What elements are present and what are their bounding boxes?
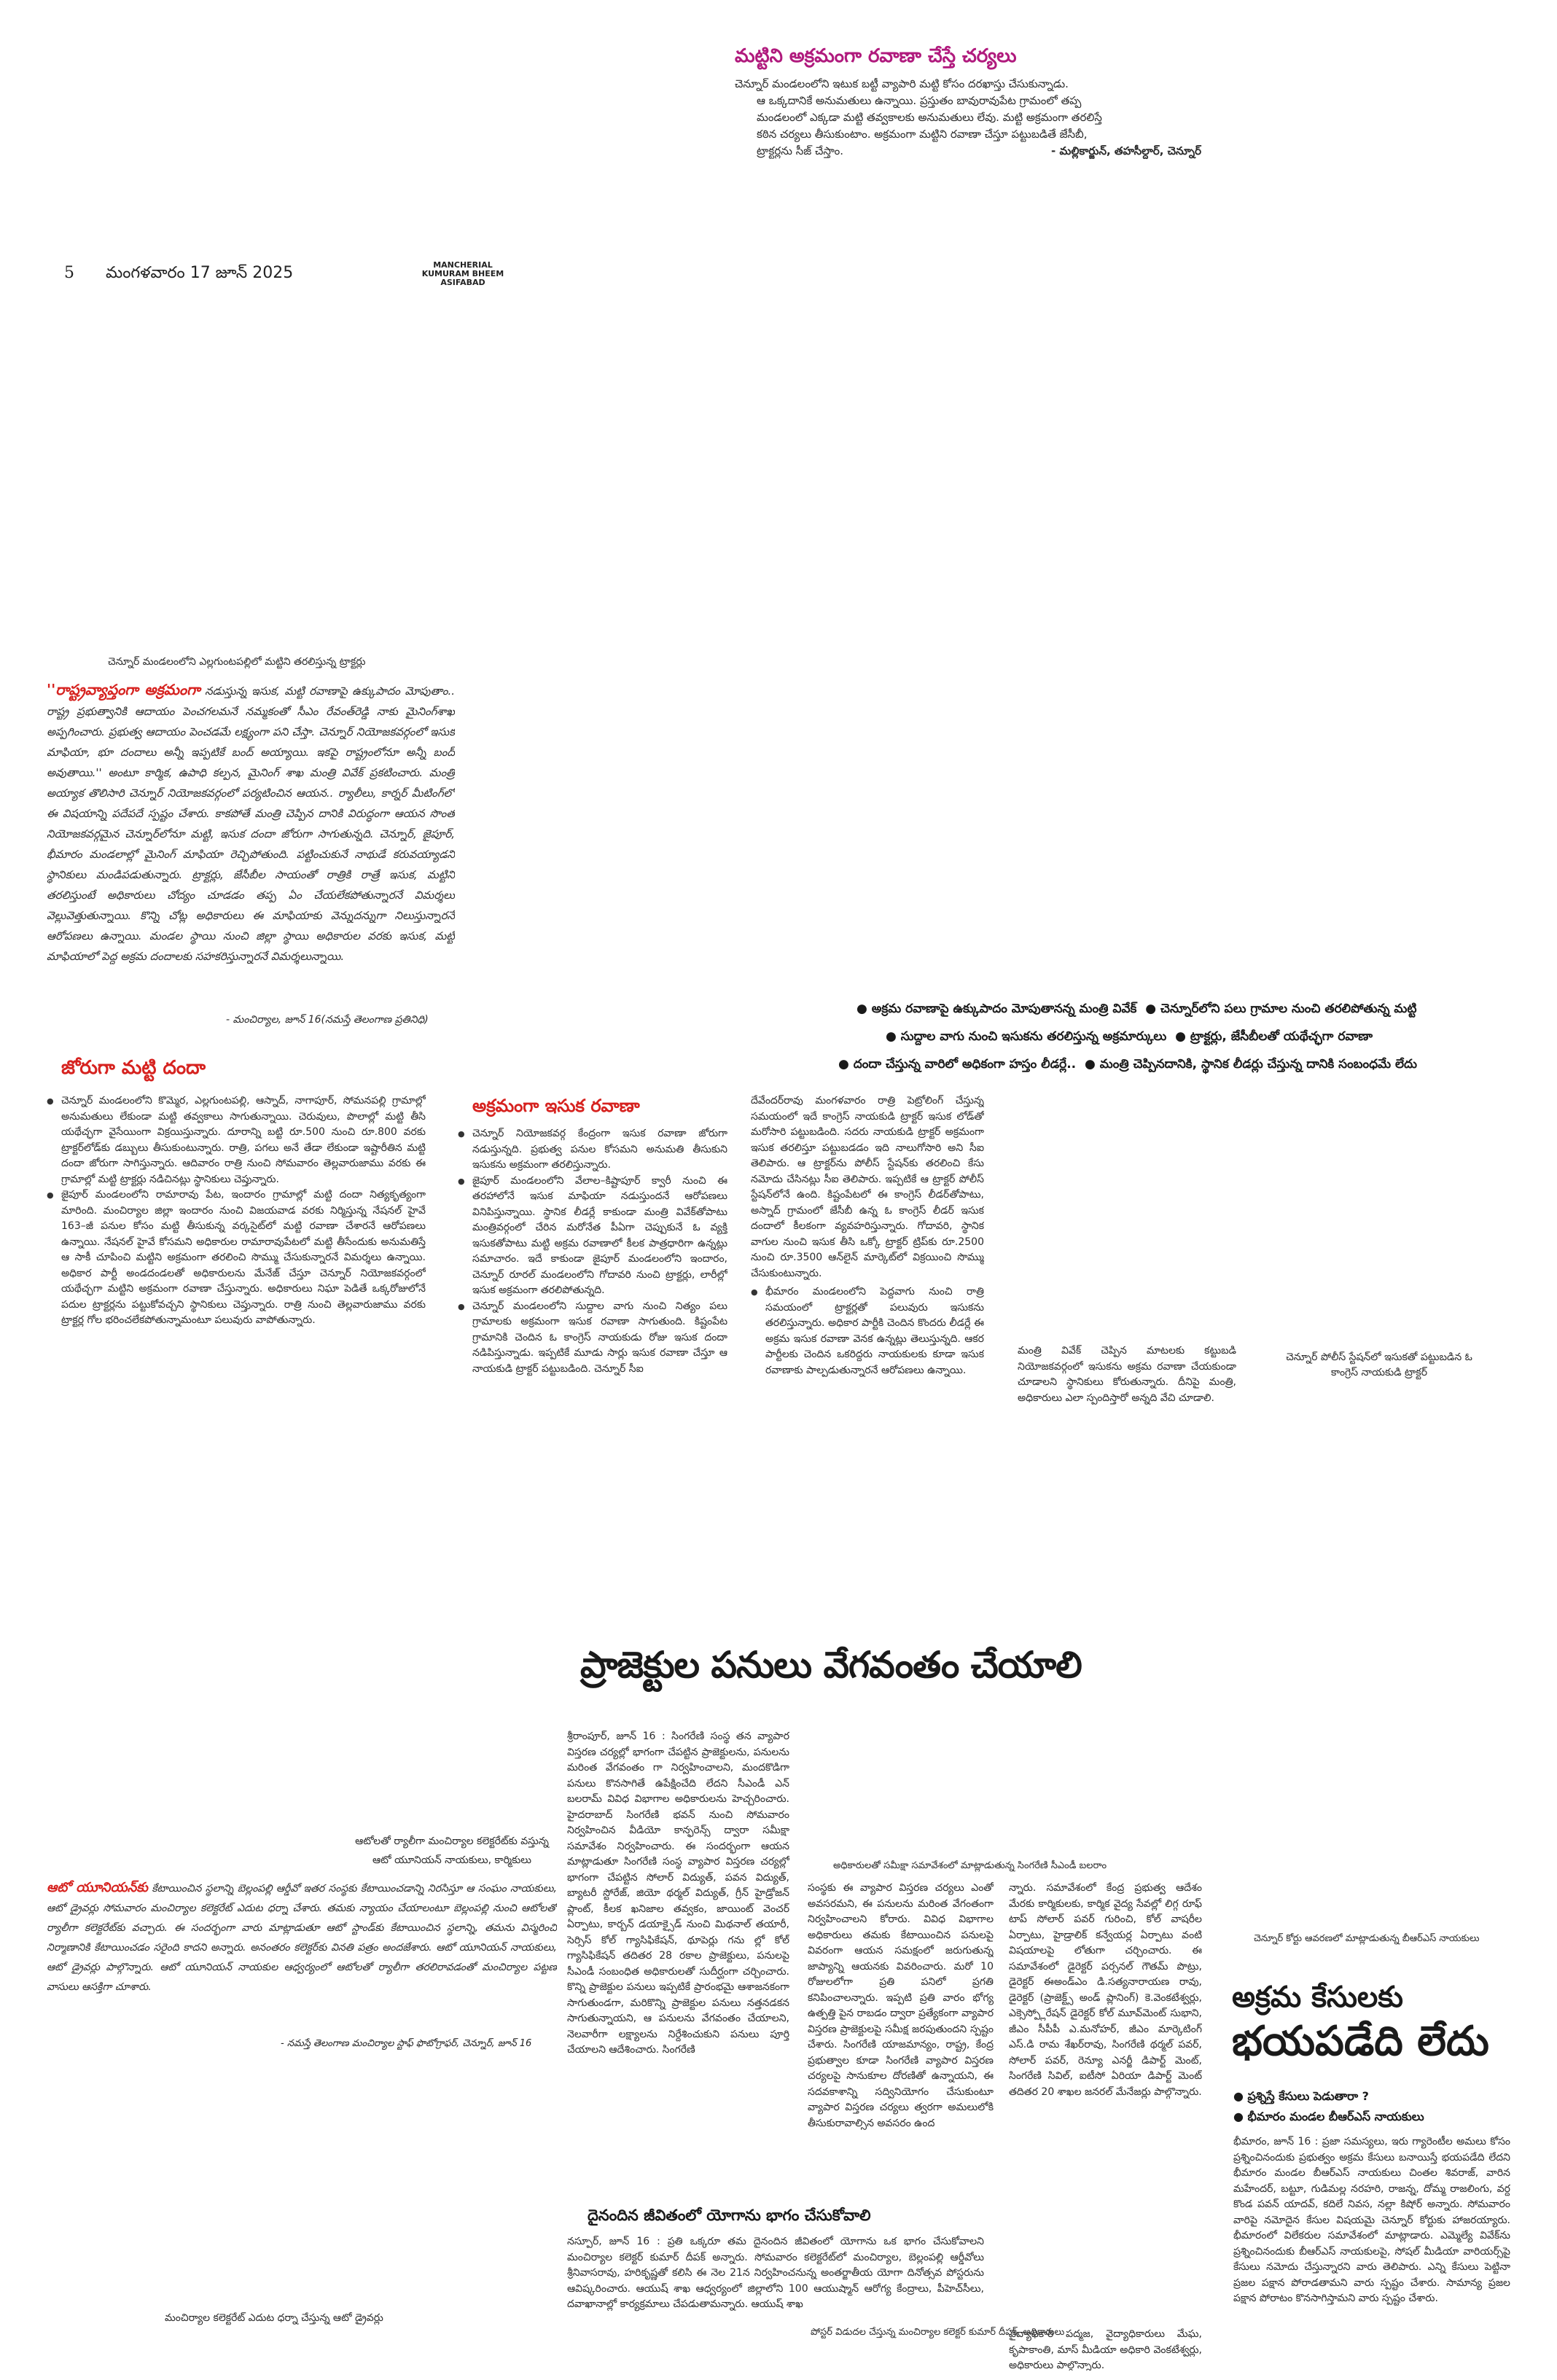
top-story: [735, 44, 1201, 160]
lead-story: [47, 679, 455, 1000]
page-number: 5: [64, 264, 74, 282]
top-story-line: ఆ ఒక్కదానికే అనుమతులు ఉన్నాయి. ప్రస్తుతం బావురావుపేట గ్రామంలో తప్ప: [757, 94, 1082, 107]
top-story-body: [735, 76, 1201, 160]
top-story-line: మండలంలో ఎక్కడా మట్టి తవ్వకాలకు అనుమతులు లేవు. మట్టి అక్రమంగా తరలిస్తే: [757, 111, 1102, 124]
photo-caption: మంచిర్యాల కలెక్టరేట్ ఎదుట ధర్నా చేస్తున్న ఆటో డ్రైవర్లు: [165, 2312, 383, 2324]
top-story-byline: - మల్లికార్జున్, తహసీల్దార్, చెన్నూర్: [1051, 144, 1201, 157]
list-item: ● జైపూర్ మండలంలోని రామారావు పేట, ఇందారం గ్రామాల్లో మట్టి దందా నిత్యకృత్యంగా మారింది. మంచిర్యాల జిల్లా ఇందారం నుంచి విజయవాడ వరకు నిర్మిస్తున్న నేషనల్ హైవే 163–జీ పనుల కోసం మట్టి తీసుకున్న వర్కసైట్‌లో మట్టి రవాణా చేశారనే ఆరోపణలు ఉన్నాయి. నేషనల్ హైవే కోసమని అధికారుల రామారావుపేటలో మట్టి తీసేందుకు అనుమతిస్తే ఆ సాకీ చూపించి మట్టిని అక్రమంగా తరలించి సొమ్ము చేసుకున్నారనే విమర్శలు ఉన్నాయి. అధికార పార్టీ అండదండలతో అధికారులను మేనేజ్ చేస్తూ చెన్నూర్ నియోజకవర్గంలో యథేచ్ఛగా మట్టిని అక్రమంగా రవాణా చేస్తున్నారు. అధికారులు నిఘా పెడితే ఒక్కరోజులోనే పదుల ట్రాక్టర్లను పట్టుకోవచ్చని స్థానికులు చెప్తున్నారు. రాత్రి నుంచి తెల్లవారుజాము వరకు ట్రాక్టర్ల గోల భరించలేకపోతున్నామంటూ పలువురు వాపోతున్నారు.: [47, 1187, 426, 1329]
yoga-col-2: వైద్యాధికారి పద్మజ, వైద్యాధికారులు మేఘ, కృపాకాంతి, మాస్ మీడియా అధికారి వెంకటేశ్వర్లు, అధికారులు పాల్గొన్నారు.: [1009, 2328, 1202, 2371]
list-item: ● భీమారం మండలంలోని పెద్దవాగు నుంచి రాత్రి సమయంలో ట్రాక్టర్లతో పలువురు ఇసుకను తరలిస్తున్నారు. అధికార పార్టీకి చెందిన కొందరు లీడర్లే ఈ అక్రమ ఇసుక రవాణా వెనక ఉన్నట్లు తెలుస్తున్నది. ఆకర పార్టీలకు చెందిన ఒకరిద్దరు నాయకులకు కూడా ఇసుక రవాణాకు పాల్పడుతున్నారనే ఆరోపణలు ఉన్నాయి.: [751, 1284, 984, 1378]
bullet-icon: ●: [1233, 2089, 1248, 2103]
section-heading: అక్రమంగా ఇసుక రవాణా: [472, 1096, 640, 1116]
projects-col-1: శ్రీరాంపూర్, జూన్ 16 : సింగరేణి సంస్థ తన వ్యాపార విస్తరణ చర్యల్లో భాగంగా చేపట్టిన ప్రాజెక్టులను, పనులను మరింత వేగవంతం గా నిర్వహించాలని, మందకొడిగా పనులు కొనసాగితే ఉపేక్షించేది లేదని సీఎండీ ఎన్ బలరామ్ వివిధ విభాగాల అధికారులను హెచ్చరించారు. హైదరాబాద్ సింగరేణి భవన్ నుంచి సోమవారం నిర్వహించిన వీడియో కాన్ఫరెన్స్ ద్వారా సమీక్షా సమావేశం నిర్వహించారు. ఈ సందర్భంగా ఆయన మాట్లాడుతూ సింగరేణి సంస్థ వ్యాపార విస్తరణ చర్యల్లో భాగంగా చేపట్టిన సోలార్ విద్యుత్, పవన విద్యుత్, బ్యాటరీ స్టోరేజ్, జియో థర్మల్ విద్యుత్, గ్రీన్ హైడ్రోజన్ ప్లాంట్, కీలక ఖనిజాల తవ్వకం, జాయింట్ వెంచర్ ఏర్పాటు, కార్బన్ డయాక్సైడ్ నుంచి మిథనాల్ తయారీ, సెర్సిస్ కోల్ గ్యాసిఫికేషన్, థూపెర్లు గను ల్లో కోల్ గ్యాసిఫికేషన్ తదితర 28 రకాల ప్రాజెక్టులు, పనులపై సీఎండీ సంబంధిత అధికారులతో సుదీర్ఘంగా చర్చించారు. కొన్ని ప్రాజెక్టుల పనులు ఇప్పటికే ప్రారంభమై ఆశాజనకంగా సాగుతుండగా, మరికొన్ని ప్రాజెక్టుల పనులు నత్తనడకన సాగుతున్నాయని, ఆ పనులను వేగవంతం చేయాలని, నెలవారీగా లక్ష్యాలను నిర్దేశించుకుని పనులు పూర్తి చేయాలని ఆదేశించారు. సింగరేణి: [567, 1731, 789, 2056]
minister-box: మంత్రి వివేక్ చెప్పిన మాటలకు కట్టుబడి నియోజకవర్గంలో ఇసుకను అక్రమ రవాణా చేయకుండా చూడాలని స్థానికులు కోరుతున్నారు. దీనిపై మంత్రి, అధికారులు ఎలా స్పందిస్తారో అన్నది వేచి చూడాలి.: [1018, 1345, 1236, 1404]
sand-continued: [751, 1093, 984, 1472]
projects-col-2: సంస్థకు ఈ వ్యాపార విస్తరణ చర్యలు ఎంతో అవసరమని, ఈ పనులను మరింత వేగంతంగా నిర్వహించాలని కోరారు. వివిధ విభాగాల అధికారులు తమకు కేటాయించిన పనులపై వివరంగా ఆయన సమక్షంలో జరుగుతున్న జాప్యాన్ని ఆయనకు వివరించారు. మరో 10 రోజులలోగా ప్రతి పనిలో ప్రగతి కనిపించాలన్నారు. ఇప్పటి ప్రతి వారం భోగ్య ఉత్పత్తి పైన రాబడం ద్వారా ప్రత్యేకంగా వ్యాపార విస్తరణ ప్రాజెక్టులపై సమీక్ష జరపుతుందని స్పష్టం చేశారు. సింగరేణి యాజమాన్యం, రాష్ట్ర, కేంద్ర ప్రభుత్వాల కూడా సింగరేణి వ్యాపార విస్తరణ చర్యలపై సానుకూల దోరణితో ఉన్నాయని, ఈ సదవకాశాన్ని సద్వినియోగం చేసుకుంటూ వ్యాపార విస్తరణ చర్యలు త్వరగా అమలులోకి తీసుకురావాల్సిన అవసరం ఉంద: [808, 1882, 994, 2129]
highlights: [838, 995, 1531, 1078]
top-story-line: ట్రాక్టర్లను సీజ్ చేస్తాం.: [757, 144, 844, 157]
masthead-date: మంగళవారం 17 జూన్ 2025: [106, 264, 294, 282]
subhead: ప్రశ్నిస్తే కేసులు పెడుతారా ?: [1247, 2089, 1369, 2103]
highlight-bullet-icon: ●: [856, 1002, 872, 1016]
soil-section-body: [47, 1093, 426, 1465]
lead-quote: ''రాష్ట్రవ్యాప్తంగా అక్రమంగా: [47, 681, 200, 698]
highlight: అక్రమ రవాణాపై ఉక్కుపాదం మోపుతానన్న మంత్రి వివేక్: [871, 1002, 1137, 1016]
photo-caption: చెన్నూర్ కోర్టు ఆవరణలో మాట్లాడుతున్న బీఆర్ఎస్ నాయకులు: [1254, 1933, 1480, 1944]
list-item: ● చెన్నూర్ నియోజకవర్గ కేంద్రంగా ఇసుక రవాణా జోరుగా నడుస్తున్నది. ప్రభుత్వ పనుల కోసమని అనుమతి తీసుకుని ఇసుకను అక్రమంగా తరలిస్తున్నారు.: [458, 1126, 727, 1174]
brs-body: భీమారం, జూన్ 16 : ప్రజా సమస్యలు, ఇరు గ్యారెంటీల అమలు కోసం ప్రశ్నించినందుకు ప్రభుత్వం అక్రమ కేసులు బనాయిస్తే భయపడేది లేదని భీమారం మండల బీఆర్ఎస్ నాయకులు చింతల శివరాజ్, వారిన మహేందర్, బట్టూ, గుడిమల్ల నరహరి, రాజన్న, దోమ్మ రాజలింగు, వర్ద కొండ పవన్ యాదవ్, కదిలే నివస, నల్లా కిషోర్ అన్నారు. సోమవారం వారిపై నమోదైన కేసుల విషయమై చెన్నూర్ కోర్టుకు హాజరయ్యారు. భీమారంలో విలేకరుల సమావేశంలో మాట్లాడారు. ఎమ్మెల్యే వివేక్‌ను ప్రశ్నించినందుకు బీఆర్ఎస్ నాయకులపై, సోషల్ మీడియా వారియర్స్‌పై కేసులు నమోదు చేస్తున్నారని వారు తెలిపారు. ఎన్ని కేసులు పెట్టినా ప్రజల పక్షాన పోరాడతామని వారు స్పష్టం చేశారు. సామాన్య ప్రజల పక్షాన పోరాటం కొనసాగిస్తామని వారు స్పష్టం చేశారు.: [1233, 2136, 1510, 2304]
highlight-bullet-icon: ●: [1175, 1029, 1190, 1044]
highlight-bullet-icon: ●: [1145, 1002, 1161, 1016]
edition-name: MANCHERIAL KUMURAM BHEEM ASIFABAD: [421, 260, 504, 287]
headline: ప్రాజెక్టుల పనులు వేగవంతం చేయాలి: [580, 1644, 1082, 1686]
photo-caption: అధికారులతో సమీక్షా సమావేశంలో మాట్లాడుతున్న సింగరేణి సీఎండీ బలరాం: [833, 1860, 1107, 1871]
auto-union-body: కేటాయించిన స్థలాన్ని బెల్లంపల్లి ఆర్డీవో ఇతర సంస్థకు కేటాయించడాన్ని నిరసిస్తూ ఆ సంఘం నాయకులు, ఆటో డ్రైవర్లు సోమవారం మంచిర్యాల కలెక్టరేట్ ఎదుట ధర్నా చేశారు. తమకు న్యాయం చేయాలంటూ బెల్లంపల్లి నుంచి ఆటోలతో ర్యాలీగా కలెక్టరేట్‌కు వచ్చారు. ఈ సందర్భంగా వారు మాట్లాడుతూ ఆటో స్టాండ్‌కు కేటాయించిన స్థలాన్ని, తమను విస్మరించి నిర్మాణానికి కేటాయించడం సరైంది కాదని అన్నారు. అనంతరం కలెక్టర్‌కు వినతి పత్రం అందజేశారు. ఆటో యూనియన్ నాయకులు, ఆటో డ్రైవర్లు పాల్గొన్నారు. ఆటో యూనియన్ నాయకుల ఆధ్వర్యంలో ఆటోలతో ర్యాలీగా తరలిరావడంతో మంచిర్యాల పట్టణ వాసులు ఆసక్తిగా చూశారు.: [47, 1883, 557, 1993]
story-title: దైనందిన జీవితంలో యోగాను భాగం చేసుకోవాలి: [588, 2207, 871, 2224]
highlight: మంత్రి చెప్పినదానికి, స్థానిక లీడర్లు చేస్తున్న దానికి సంబంధమే లేదు: [1099, 1057, 1417, 1072]
highlight-bullet-icon: ●: [838, 1057, 854, 1072]
paragraph: దేవేందర్‌రావు మంగళవారం రాత్రి పెట్రోలింగ్ చేస్తున్న సమయంలో ఇదే కాంగ్రెస్ నాయకుడి ట్రాక్టర్ ఇసుక లోడ్‌తో మరోసారి పట్టుబడింది. సదరు నాయకుడి ట్రాక్టర్ అక్రమంగా ఇసుక తరలిస్తూ పట్టుబడడం ఇది నాలుగోసారి అని సీఐ తెలిపారు. ఆ ట్రాక్టర్‌ను పోలీస్ స్టేషన్‌కు తరలించి కేసు నమోదు చేసినట్లు సీఐ తెలిపారు. ఇప్పటికే ఆ ట్రాక్టర్ పోలీస్ స్టేషన్‌లోనే ఉంది. కిష్టంపేటలో ఈ కాంగ్రెస్ లీడర్‌తోపాటు, అస్నాద్ గ్రామంలో జేసీబీ ఉన్న ఓ కాంగ్రెస్ లీడర్ ఇసుక దందాలో కీలకంగా వ్యవహరిస్తున్నారు. గోదావరి, స్థానిక వాగుల నుంచి ఇసుక తీసి ఒక్కో ట్రాక్టర్ ట్రిప్‌కు రూ.2500 నుంచి రూ.3500 ఆన్‌లైన్ మార్కెట్‌లో విక్రయించి సొమ్ము చేసుకుంటున్నారు.: [751, 1095, 984, 1279]
highlight: చెన్నూర్‌లోని పలు గ్రామాల నుంచి తరలిపోతున్న మట్టి: [1160, 1002, 1417, 1016]
photo-caption: ఆటోలతో ర్యాలీగా మంచిర్యాల కలెక్టరేట్‌కు వస్తున్న ఆటో యూనియన్ నాయకులు, కార్మికులు: [355, 1835, 549, 1866]
lead-body: నడుస్తున్న ఇసుక, మట్టి రవాణాపై ఉక్కుపాదం మోపుతాం.. రాష్ట్ర ప్రభుత్వానికి ఆదాయం పెంచగలమనే నమ్మకంతో సీఎం రేవంత్‌రెడ్డి నాకు మైనింగ్‌శాఖ అప్పగించారు. ప్రభుత్వ ఆదాయం పెంచడమే లక్ష్యంగా పని చేస్తా. చెన్నూర్ నియోజకవర్గంలో ఇసుక మాఫియా, భూ దందాలు అన్నీ ఇప్పటికే బంద్ అయ్యాయి. ఇకపై రాష్ట్రంలోనూ అన్నీ బంద్ అవుతాయి.'' అంటూ కార్మిక, ఉపాధి కల్పన, మైనింగ్ శాఖ మంత్రి వివేక్ ప్రకటించారు. మంత్రి అయ్యాక తొలిసారి చెన్నూర్ నియోజకవర్గంలో పర్యటించిన ఆయన.. ర్యాలీలు, కార్నర్ మీటింగ్‌లో ఈ విషయాన్ని పదేపదే స్పష్టం చేశారు. కాకపోతే మంత్రి చెప్పిన దానికి విరుద్ధంగా ఆయన సొంత నియోజకవర్గమైన చెన్నూర్‌లోనూ మట్టి, ఇసుక దందా జోరుగా సాగుతున్నది. చెన్నూర్, జైపూర్, భీమారం మండలాల్లో మైనింగ్ మాఫియా రెచ్చిపోతుంది. పట్టించుకునే నాథుడే కరువయ్యాడని స్థానికులు మండిపడుతున్నారు. ట్రాక్టర్లు, జేసీబీల సాయంతో రాత్రికి రాత్రే ఇసుక, మట్టిని తరలిస్తుంటే అధికారులు చోద్యం చూడడం తప్ప ఏం చేయలేకపోతున్నారనే విమర్శలు వెల్లువెత్తుతున్నాయి. కొన్ని చోట్ల అధికారులు ఈ మాఫియాకు వెన్నుదన్నుగా నిలుస్తున్నారనే ఆరోపణలు ఉన్నాయి. మండల స్థాయి నుంచి జిల్లా స్థాయి అధికారుల వరకు ఇసుక, మట్టి మాఫియాలో పెద్ద అక్రమ దందాలకు సహకరిస్తున్నారనే విమర్శలున్నాయి.: [47, 684, 455, 963]
sand-section-body: [458, 1126, 727, 1469]
yoga-col-1: నస్పూర్, జూన్ 16 : ప్రతి ఒక్కరూ తమ దైనందిన జీవితంలో యోగాను ఒక భాగం చేసుకోవాలని మంచిర్యాల కలెక్టర్ కుమార్ దీపక్ అన్నారు. సోమవారం కలెక్టరేట్‌లో మంచిర్యాల, బెల్లంపల్లి ఆర్డీవోలు శ్రీనివాసరావు, హరికృష్ణతో కలిసి ఈ నెల 21న నిర్వహించనున్న అంతర్జాతీయ యోగా దినోత్సవ పోస్టరును ఆవిష్కరించారు. ఆయుష్ శాఖ ఆధ్వర్యంలో జిల్లాలోని 100 ఆయుష్మాన్ ఆరోగ్య కేంద్రాలు, పీహెచ్‌సీలు, దవాఖానాల్లో కార్యక్రమాలు చేపడుతామన్నారు. ఆయుష్ శాఖ: [567, 2236, 984, 2310]
highlight-bullet-icon: ●: [1085, 1057, 1100, 1072]
top-story-title: మట్టిని అక్రమంగా రవాణా చేస్తే చర్యలు: [735, 45, 1017, 67]
list-item: ● చెన్నూర్ మండలంలోని కొమ్మెర, ఎల్లగుంటపల్లి, ఆస్నాద్, నాగాపూర్, సోమనపల్లి గ్రామాల్లో అనుమతులు లేకుండా మట్టి తవ్వకాలు సాగుతున్నాయి. చెరువులు, పొలాల్లో మట్టి తీసి యథేచ్ఛగా వైసేయింగా విక్రయిస్తున్నారు. దూరాన్ని బట్టి రూ.500 నుంచి రూ.800 వరకు ట్రాక్టర్‌లోడ్‌కు డబ్బులు తీసుకుంటున్నారు. రాత్రి, పగలు అనే తేడా లేకుండా ఇష్టారీతిన మట్టి దందా జోరుగా సాగిస్తున్నారు. ఆదివారం రాత్రి నుంచి సోమవారం తెల్లవారుజాము వరకు ఈ గ్రామాల్లో మట్టి ట్రాక్టర్లు నడిచినట్లు స్థానికులు చెప్తున్నారు.: [47, 1093, 426, 1187]
photo-caption: చెన్నూర్ పోలీస్ స్టేషన్‌లో ఇసుకతో పట్టుబడిన ఓ కాంగ్రెస్ నాయకుడి ట్రాక్టర్: [1286, 1351, 1472, 1378]
headline-line: అక్రమ కేసులకు: [1232, 1981, 1404, 2014]
list-item: ● జైపూర్ మండలంలోని వేలాల–కిష్టాపూర్ క్వారీ నుంచి ఈ తరహాలోనే ఇసుక మాఫియా నడుస్తుందనే ఆరోపణలు వినిపిస్తున్నాయి. స్థానిక లీడర్లే కాకుండా మంత్రి వివేక్‌తోపాటు మంత్రివర్గంలో చేరిన మరోనేత పీఏగా చెప్పుకునే ఓ వ్యక్తి ఇసుకతోపాటు మట్టి అక్రమ రవాణాలో కీలక పాత్రధారిగా ఉన్నట్లు సమాచారం. ఇదే కాకుండా జైపూర్ మండలంలోని ఇందారం, చెన్నూర్ రూరల్ మండలంలోని గోదావరి నుంచి ట్రాక్టర్లు, లారీల్లో ఇసుక అక్రమంగా తరలిపోతున్నది.: [458, 1174, 727, 1299]
auto-union-dateline: - నమస్తే తెలంగాణ మంచిర్యాల స్టాఫ్ ఫొటోగ్రాఫర్, చెన్నూర్, జూన్ 16: [281, 2038, 532, 2049]
photo-caption: పోస్టర్ విడుదల చేస్తున్న మంచిర్యాల కలెక్టర్ కుమార్ దీపక్, అధికారులు: [811, 2327, 1065, 2338]
headline-line: భయపడేది లేదు: [1232, 2018, 1489, 2065]
lead-dateline: - మంచిర్యాల, జూన్ 16(నమస్తే తెలంగాణ ప్రతినిధి): [226, 1014, 429, 1026]
subhead: భీమారం మండల బీఆర్ఎస్ నాయకులు: [1247, 2110, 1424, 2123]
top-story-line: చెన్నూర్ మండలంలోని ఇటుక బట్టీ వ్యాపారి మట్టి కోసం దరఖాస్తు చేసుకున్నాడు.: [735, 77, 1069, 90]
bullet-icon: ●: [1233, 2110, 1248, 2123]
highlight: సుద్దాల వాగు నుంచి ఇసుకను తరలిస్తున్న అక్రమార్కులు: [900, 1029, 1167, 1044]
highlight-bullet-icon: ●: [886, 1029, 901, 1044]
list-item: ● చెన్నూర్ మండలంలోని సుద్దాల వాగు నుంచి నిత్యం పలు గ్రామాలకు అక్రమంగా ఇసుక రవాణా సాగుతుంది. కిష్టంపేట గ్రామానికి చెందిన ఓ కాంగ్రెస్ నాయకుడు రోజు ఇసుక దందా నడిపిస్తున్నాడు. ఇప్పటికే మూడు సార్లు ఇసుక రవాణా చేస్తూ ఆ నాయకుడి ట్రాక్టర్ పట్టుబడింది. చెన్నూర్ సీఐ: [458, 1299, 727, 1378]
brs-subheads: [1233, 2086, 1424, 2127]
highlight: ట్రాక్టర్లు, జేసీబీలతో యథేచ్ఛగా రవాణా: [1190, 1029, 1373, 1044]
brs-headline: [1232, 1977, 1489, 2066]
top-story-line: కఠిన చర్యలు తీసుకుంటాం. అక్రమంగా మట్టిని రవాణా చేస్తూ పట్టుబడితే జేసీబీ,: [757, 128, 1088, 141]
auto-union-story: [47, 1878, 557, 2034]
highlight: దందా చేస్తున్న వారిలో అధికంగా హస్తం లీడర్లే..: [853, 1057, 1077, 1072]
projects-col-3: న్నారు. సమావేశంలో కేంద్ర ప్రభుత్వ ఆదేశం మేరకు కార్మికులకు, కార్మిక వైద్య సేవల్లో లిగ్గ రూఫ్ టాప్ సోలార్ పవర్ గురించి, కోల్ వాషరీల ఏర్పాటు, హైడ్రాలిక్ కన్వేయర్ల ఏర్పాటు వంటి విషయాలపై లోతుగా చర్చించారు. ఈ సమావేశంలో డైరెక్టర్ పర్సనల్ గౌతమ్ పొట్రు, డైరెక్టర్ ఈఅండ్ఎం డి.సత్యనారాయణ రావు, డైరెక్టర్ (ప్రాజెక్ట్స్ అండ్ ప్లానింగ్) కె.వెంకటేశ్వర్లు, ఎక్సెస్ప్లోరేషన్ డైరెక్టర్ కోల్ మూవ్‌మెంట్ సుభాని, జీఎం సీపీపీ ఎ.మనోహర్, జీఎం మార్కెటింగ్ ఎస్.డి రామ శేఖర్‌రావు, సింగరేణి థర్మల్ పవర్, సోలార్ పవర్, రెన్యూ ఎనర్జీ డిపార్ట్ మెంట్, సింగరేణి సివిల్, ఐటీసో ఏరియా డిపార్ట్ మెంట్ తదితర 20 శాఖల జనరల్ మేనేజర్లు పాల్గొన్నారు.: [1009, 1882, 1202, 2098]
photo-caption: చెన్నూర్ మండలంలోని ఎల్లగుంటపల్లిలో మట్టిని తరలిస్తున్న ట్రాక్టర్లు: [108, 656, 366, 668]
auto-union-lead: ఆటో యూనియన్‌కు: [47, 1880, 148, 1895]
section-heading: జోరుగా మట్టి దందా: [61, 1057, 206, 1079]
